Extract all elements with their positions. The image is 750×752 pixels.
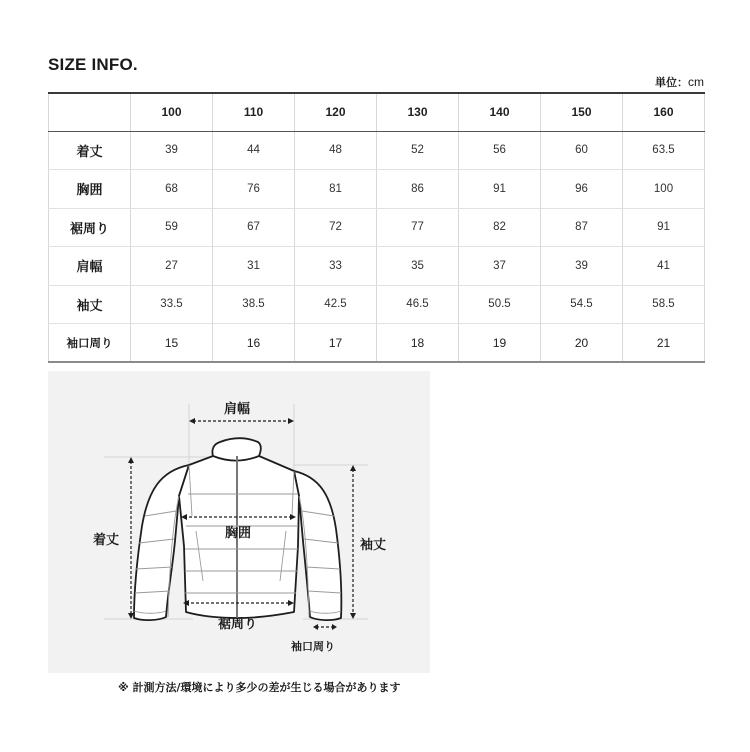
column-header: 110 bbox=[213, 93, 295, 131]
table-cell: 39 bbox=[131, 131, 213, 170]
table-cell: 50.5 bbox=[459, 285, 541, 324]
page-title: SIZE INFO. bbox=[48, 55, 138, 74]
table-cell: 81 bbox=[295, 170, 377, 209]
table-cell: 44 bbox=[213, 131, 295, 170]
table-cell: 35 bbox=[377, 247, 459, 286]
table-cell: 17 bbox=[295, 324, 377, 363]
column-header: 150 bbox=[541, 93, 623, 131]
table-cell: 63.5 bbox=[623, 131, 705, 170]
table-row bbox=[49, 170, 705, 209]
unit-prefix: 単位： bbox=[655, 76, 688, 89]
row-label: 袖口周り bbox=[49, 324, 131, 363]
row-label: 裾周り bbox=[49, 208, 131, 247]
table-cell: 76 bbox=[213, 170, 295, 209]
table-cell: 38.5 bbox=[213, 285, 295, 324]
table-cell: 72 bbox=[295, 208, 377, 247]
table-cell: 96 bbox=[541, 170, 623, 209]
table-cell: 46.5 bbox=[377, 285, 459, 324]
column-header: 120 bbox=[295, 93, 377, 131]
column-header: 140 bbox=[459, 93, 541, 131]
label-shoulder-width: 肩幅 bbox=[224, 402, 251, 417]
table-cell: 58.5 bbox=[623, 285, 705, 324]
unit-label bbox=[655, 74, 704, 90]
column-header: 160 bbox=[623, 93, 705, 131]
measurement-diagram bbox=[48, 371, 430, 673]
table-cell: 54.5 bbox=[541, 285, 623, 324]
size-table bbox=[48, 92, 705, 363]
table-cell: 27 bbox=[131, 247, 213, 286]
table-cell: 16 bbox=[213, 324, 295, 363]
table-cell: 91 bbox=[623, 208, 705, 247]
table-cell: 33 bbox=[295, 247, 377, 286]
table-cell: 31 bbox=[213, 247, 295, 286]
column-header bbox=[49, 93, 131, 131]
table-cell: 67 bbox=[213, 208, 295, 247]
table-cell: 19 bbox=[459, 324, 541, 363]
table-cell: 52 bbox=[377, 131, 459, 170]
table-cell: 59 bbox=[131, 208, 213, 247]
table-cell: 82 bbox=[459, 208, 541, 247]
table-cell: 33.5 bbox=[131, 285, 213, 324]
label-chest: 胸囲 bbox=[225, 526, 252, 541]
table-row bbox=[49, 285, 705, 324]
table-row bbox=[49, 247, 705, 286]
table-cell: 21 bbox=[623, 324, 705, 363]
table-cell: 42.5 bbox=[295, 285, 377, 324]
label-cuff: 袖口周り bbox=[291, 640, 335, 653]
row-label: 着丈 bbox=[49, 131, 131, 170]
table-cell: 68 bbox=[131, 170, 213, 209]
table-row bbox=[49, 131, 705, 170]
table-cell: 48 bbox=[295, 131, 377, 170]
unit-value: cm bbox=[688, 75, 704, 89]
table-cell: 91 bbox=[459, 170, 541, 209]
table-cell: 77 bbox=[377, 208, 459, 247]
measurement-disclaimer: ※ 計測方法/環境により多少の差が生じる場合があります bbox=[118, 681, 401, 694]
table-cell: 56 bbox=[459, 131, 541, 170]
column-header: 100 bbox=[131, 93, 213, 131]
column-header: 130 bbox=[377, 93, 459, 131]
table-cell: 87 bbox=[541, 208, 623, 247]
row-label: 袖丈 bbox=[49, 285, 131, 324]
table-cell: 15 bbox=[131, 324, 213, 363]
label-sleeve-length: 袖丈 bbox=[360, 538, 387, 553]
table-cell: 86 bbox=[377, 170, 459, 209]
table-cell: 37 bbox=[459, 247, 541, 286]
label-body-length: 着丈 bbox=[93, 533, 120, 548]
table-cell: 100 bbox=[623, 170, 705, 209]
table-cell: 20 bbox=[541, 324, 623, 363]
table-cell: 39 bbox=[541, 247, 623, 286]
table-row bbox=[49, 208, 705, 247]
row-label: 肩幅 bbox=[49, 247, 131, 286]
table-cell: 41 bbox=[623, 247, 705, 286]
label-hem: 裾周り bbox=[218, 617, 258, 632]
table-row bbox=[49, 324, 705, 363]
row-label: 胸囲 bbox=[49, 170, 131, 209]
table-header-row bbox=[49, 93, 705, 131]
table-cell: 60 bbox=[541, 131, 623, 170]
table-cell: 18 bbox=[377, 324, 459, 363]
